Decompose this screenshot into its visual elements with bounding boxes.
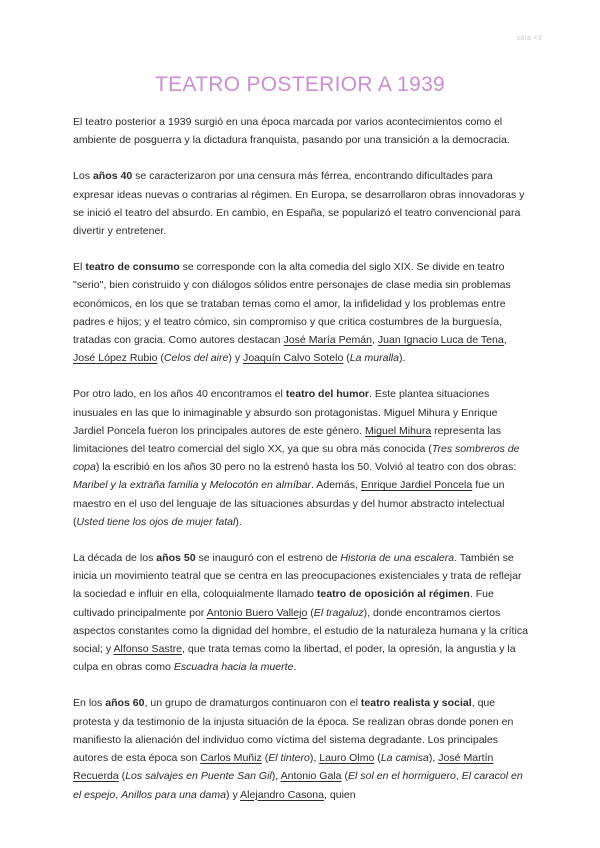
author-link: Miguel Mihura bbox=[364, 424, 432, 437]
work-title: El sol en el hormiguero bbox=[348, 770, 456, 783]
author-link: Antonio Gala bbox=[280, 770, 342, 783]
author-link: Antonio Buero Vallejo bbox=[206, 606, 308, 619]
paragraph-teatro-humor: Por otro lado, en los años 40 encontramos el teatro del humor. Este plantea situaciones inusuales en las que lo inimaginable y absurdo son protagonistas. Miguel Mihura y Enrique Jardiel Poncela fueron los principales autores de este género. Miguel Mihura representa las limitaciones del teatro comercial del siglo XX, ya que su obra más conocida (Tres sombreros de copa) la escribió en los años 30 pero no la estrenó hasta los 50. Volvió al teatro con dos obras: Maribel y la extraña familia y Melocotón en almíbar. Además, Enrique Jardiel Poncela fue un maestro en el uso del lenguaje de las situaciones absurdas y del humor abstracto intelectual (Usted tiene los ojos de mujer fatal). bbox=[73, 388, 520, 528]
keyword: teatro realista y social bbox=[360, 697, 472, 710]
work-title: Maribel y la extraña familia bbox=[73, 479, 199, 492]
author-link: Juan Ignacio Luca de Tena bbox=[377, 334, 504, 347]
keyword: teatro de consumo bbox=[85, 261, 180, 274]
author-link: José Martín Recuerda bbox=[73, 752, 494, 783]
paragraph-anos-50: La década de los años 50 se inauguró con el estreno de Historia de una escalera. También se inicia un movimiento teatral que se centra en las preocupaciones existenciales y trata de reflejar la sociedad e influir en ella, coloquialmente llamado teatro de oposición al régimen. Fue cultivado principalmente por Antonio Buero Vallejo (El tragaluz), donde encontramos ciertos aspectos constantes como la dignidad del hombre, el estudio de la naturaleza humana y la crítica social; y Alfonso Sastre, que trata temas como la libertad, el poder, la opresión, la angustia y la culpa en obras como Escuadra hacia la muerte. bbox=[73, 552, 528, 674]
author-link: Lauro Olmo bbox=[319, 752, 375, 765]
work-title: Usted tiene los ojos de mujer fatal bbox=[76, 515, 236, 528]
paragraph-teatro-consumo: El teatro de consumo se corresponde con la alta comedia del siglo XIX. Se divide en teatro "serio", bien construido y con diálogos sólidos entre personajes de clase media sin problemas económicos, en los que se trataban temas como el amor, la infidelidad y los problemas entre padres e hijos; y el teatro cómico, sin compromiso y que critica costumbres de la burguesía, tratadas con gracia. Como autores destacan José María Pemán, Juan Ignacio Luca de Tena, José López Rubio (Celos del aire) y Joaquín Calvo Sotelo (La muralla). bbox=[73, 261, 511, 365]
author-link: Joaquín Calvo Sotelo bbox=[243, 352, 344, 365]
work-title: La muralla bbox=[349, 352, 400, 365]
author-link: Alfonso Sastre bbox=[113, 643, 183, 656]
work-title: Los salvajes en Puente San Gil bbox=[125, 770, 272, 783]
author-link: José López Rubio bbox=[73, 352, 158, 365]
paragraph-intro: El teatro posterior a 1939 surgió en una época marcada por varios acontecimientos como el ambiente de posguerra y la dictadura franquista, pasando por una transición a la democracia. bbox=[73, 116, 510, 147]
author-link: Enrique Jardiel Poncela bbox=[360, 479, 473, 492]
author-link: Alejandro Casona bbox=[240, 788, 324, 801]
keyword: teatro del humor bbox=[285, 388, 370, 401]
document-body bbox=[73, 113, 529, 822]
page-title: TEATRO POSTERIOR A 1939 bbox=[154, 73, 446, 96]
work-title: El tintero bbox=[268, 752, 310, 765]
keyword: años 40 bbox=[92, 170, 133, 183]
paragraph-anos-60: En los años 60, un grupo de dramaturgos continuaron con el teatro realista y social, que protesta y da testimonio de la injusta situación de la época. Se realizan obras donde ponen en manifiesto la alienación del individuo como víctima del sistema degradante. Los principales autores de esta época son Carlos Muñiz (El tintero), Lauro Olmo (La camisa), José Martín Recuerda (Los salvajes en Puente San Gil), Antonio Gala (El sol en el hormiguero, El caracol en el espejo, Anillos para una dama) y Alejandro Casona, quien bbox=[73, 697, 523, 801]
watermark: sara <3 bbox=[516, 35, 542, 42]
work-title: El tragaluz bbox=[313, 606, 364, 619]
work-title: Escuadra hacia la muerte bbox=[173, 661, 294, 674]
keyword: teatro de oposición al régimen bbox=[316, 588, 470, 601]
work-title: La camisa bbox=[380, 752, 429, 765]
author-link: Carlos Muñiz bbox=[200, 752, 262, 765]
work-title: Anillos para una dama bbox=[121, 788, 227, 801]
work-title: El caracol en el espejo bbox=[73, 770, 523, 801]
keyword: años 60 bbox=[105, 697, 145, 710]
author-link: José María Pemán bbox=[283, 334, 372, 347]
paragraph-anos-40: Los años 40 se caracterizaron por una censura más férrea, encontrando dificultades para expresar ideas nuevas o contrarias al régimen. En Europa, se desarrollaron obras innovadoras y se inició el teatro del absurdo. En cambio, en España, se popularizó el teatro convencional para divertir y entretener. bbox=[73, 170, 525, 238]
work-title: Celos del aire bbox=[163, 352, 229, 365]
keyword: años 50 bbox=[156, 552, 196, 565]
work-title: Melocotón en almíbar bbox=[209, 479, 312, 492]
work-title: Tres sombreros de copa bbox=[73, 443, 520, 474]
work-title: Historia de una escalera bbox=[340, 552, 455, 565]
